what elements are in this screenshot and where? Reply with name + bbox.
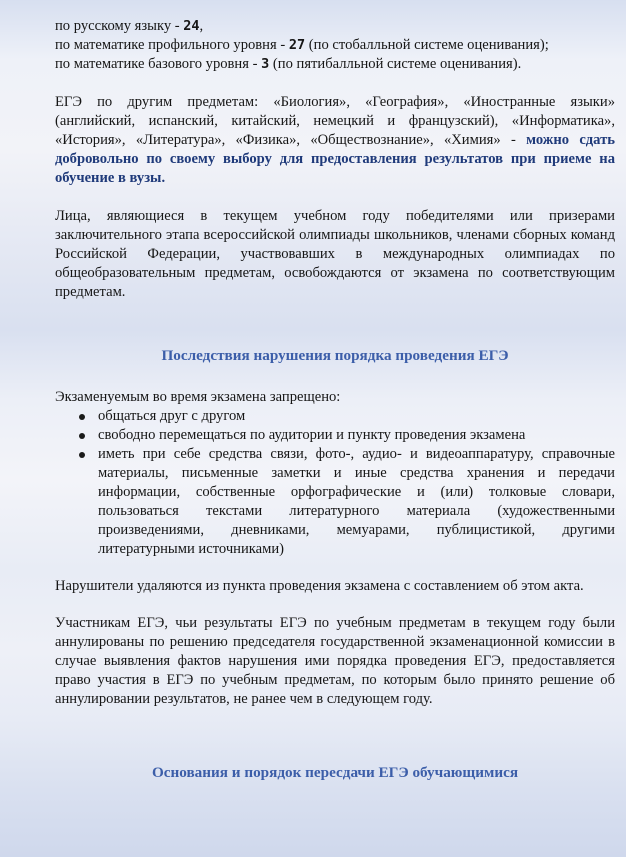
prohibited-list [55, 407, 615, 559]
score-math-profile: по математике профильного уровня - 27 (по стобалльной системе оценивания); [55, 37, 549, 53]
score-math-base-value: 3 [261, 56, 270, 72]
olympiad-paragraph: Лица, являющиеся в текущем учебном году победителями или призерами заключительного этапа всероссийской олимпиады школьников, членами сборных команд Российской Федерации, участвовавших в международных олимпиадах по общеобразовательным предметам, освобождаются от экзамена по соответствующим предметам. [55, 208, 615, 300]
score-math-profile-value: 27 [288, 37, 306, 53]
violations-heading: Последствия нарушения порядка проведения ЕГЭ [161, 347, 509, 364]
prohibited-intro: Экзаменуемым во время экзамена запрещено: [55, 389, 341, 405]
list-item: общаться друг с другом [98, 407, 615, 426]
score-math-base: по математике базового уровня - 3 (по пятибалльной системе оценивания). [55, 56, 522, 72]
document-page [55, 0, 615, 782]
annulment-paragraph: Участникам ЕГЭ, чьи результаты ЕГЭ по учебным предметам в текущем году были аннулированы по решению председателя государственной экзаменационной комиссии в случае выявления фактов нарушения ими порядка проведения ЕГЭ, предоставляется право участия в ЕГЭ по учебным предметам, по которым было принято решение об аннулировании результатов, не ранее чем в следующем году. [55, 615, 615, 707]
removal-paragraph: Нарушители удаляются из пункта проведения экзамена с составлением об этом акта. [55, 578, 584, 594]
list-item: свободно перемещаться по аудитории и пункту проведения экзамена [98, 426, 615, 445]
score-russian: по русскому языку - 24, [55, 18, 204, 34]
other-subjects-paragraph: ЕГЭ по другим предметам: «Биология», «География», «Иностранные языки» (английский, испанский, китайский, немецкий и французский), «Информатика», «История», «Литература», «Физика», «Обществознание», «Химия» - можно сдать добровольно по своему выбору для предоставления результатов при приеме на обучение в вузы. [55, 94, 615, 186]
score-russian-value: 24 [183, 18, 200, 34]
retake-heading: Основания и порядок пересдачи ЕГЭ обучающимися [151, 764, 519, 781]
list-item: иметь при себе средства связи, фото-, аудио- и видеоаппаратуру, справочные материалы, письменные заметки и иные средства хранения и передачи информации, собственные орфографические и (или) толковые словари, пользоваться текстами литературного материала (художественными произведениями, дневниками, мемуарами, публицистикой, другими литературными источниками) [98, 446, 615, 557]
voluntary-emphasis: можно сдать добровольно по своему выбору для предоставления результатов при приеме на обучение в вузы. [55, 132, 615, 186]
